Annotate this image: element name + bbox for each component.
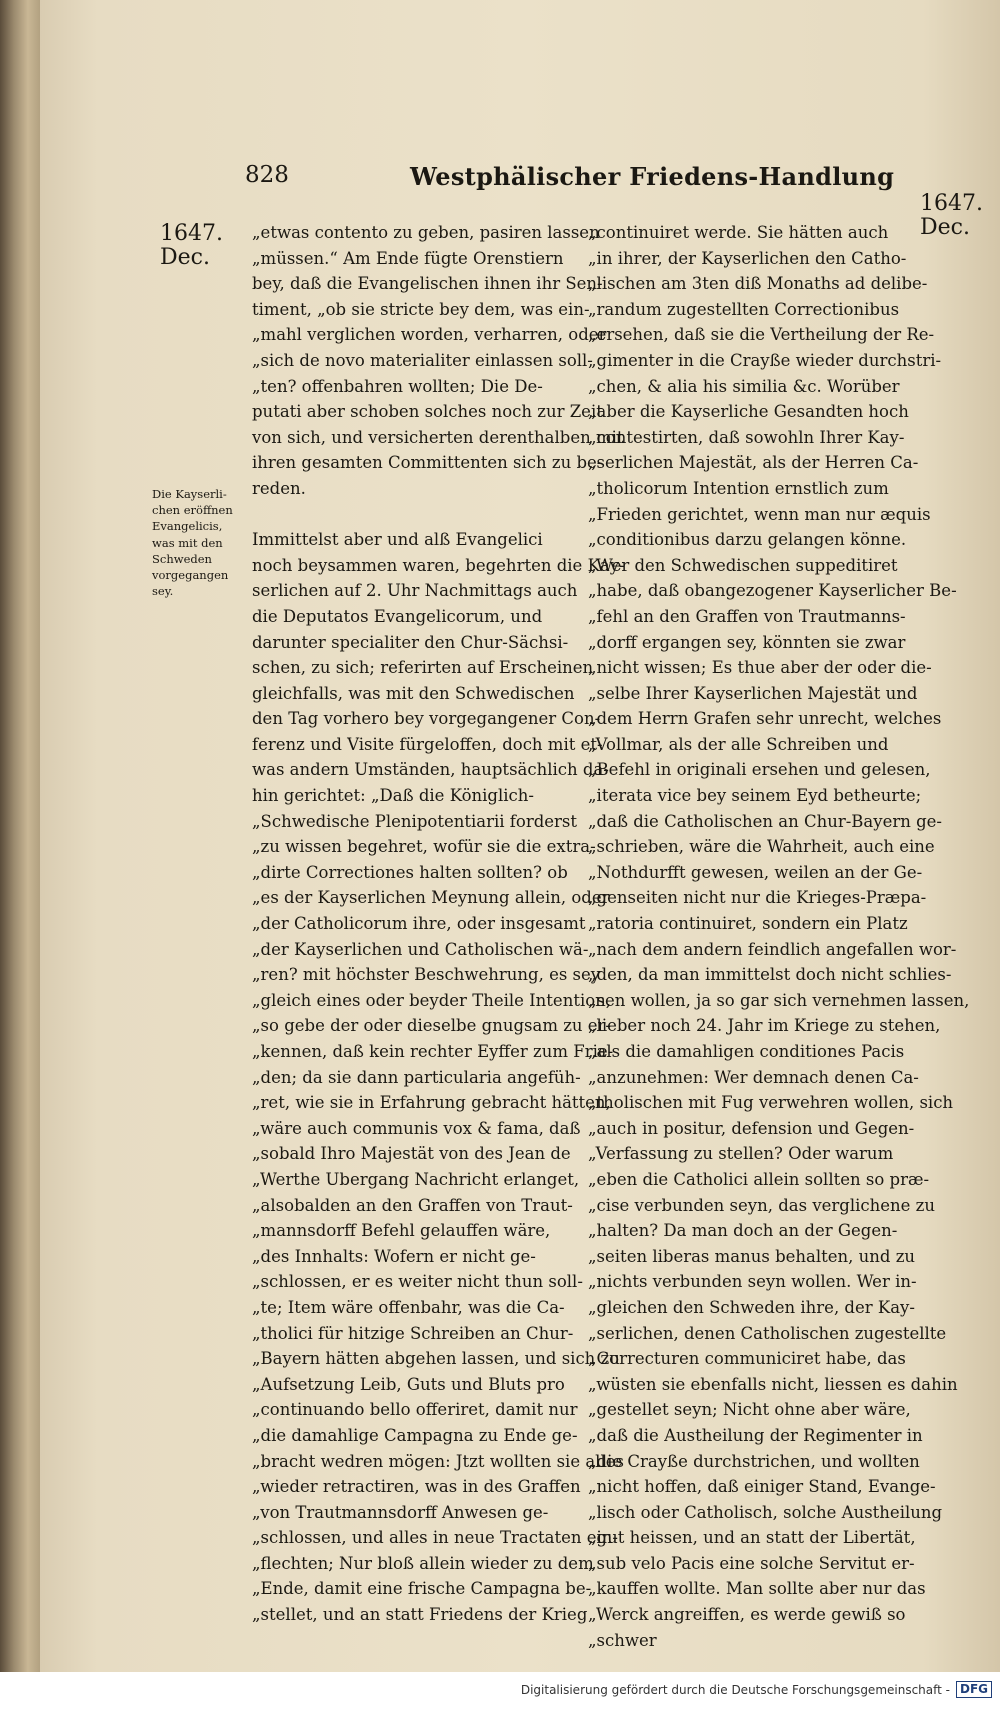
text-line: „es der Kayserlichen Meynung allein, oder	[252, 888, 610, 908]
text-line: „müssen.“ Am Ende fügte Orenstiern	[252, 248, 564, 268]
text-line: ferenz und Visite fürgeloffen, doch mit et-	[252, 734, 603, 754]
text-line: „mahl verglichen worden, verharren, oder	[252, 325, 607, 345]
text-line: „Werthe Ubergang Nachricht erlanget,	[252, 1169, 580, 1189]
text-line: „nicht wissen; Es thue aber der oder die-	[588, 658, 932, 678]
text-line: „Frieden gerichtet, wenn man nur æquis	[588, 504, 931, 524]
dfg-logo: DFG	[956, 1681, 992, 1698]
text-line: bey, daß die Evangelischen ihnen ihr Sen-	[252, 274, 603, 294]
text-line: „sub velo Pacis eine solche Servitut er-	[588, 1553, 915, 1573]
text-line: hin gerichtet: „Daß die Königlich-	[252, 786, 534, 806]
text-line: „tholischen mit Fug verwehren wollen, sich	[588, 1093, 954, 1113]
text-line: „schwer	[588, 1630, 657, 1650]
text-line: „Nothdurfft gewesen, weilen an der Ge-	[588, 862, 923, 882]
text-line: „dem Herrn Grafen sehr unrecht, welches	[588, 709, 942, 729]
text-line: „Correcturen communiciret habe, das	[588, 1349, 906, 1369]
text-line: „gleichen den Schweden ihre, der Kay-	[588, 1297, 915, 1317]
text-line: „dirte Correctiones halten sollten? ob	[252, 862, 568, 882]
text-line: von sich, und versicherten derenthalben mit	[252, 427, 624, 447]
right-margin-date	[920, 192, 983, 240]
text-line: „mannsdorff Befehl gelauffen wäre,	[252, 1221, 551, 1241]
text-line: ihren gesamten Committenten sich zu be-	[252, 453, 603, 473]
text-line: „kauffen wollte. Man sollte aber nur das	[588, 1579, 926, 1599]
text-line: „flechten; Nur bloß allein wieder zu dem	[252, 1553, 594, 1573]
text-line: „continuando bello offeriret, damit nur	[252, 1400, 578, 1420]
page-number: 828	[245, 162, 289, 188]
text-line: „tholicorum Intention ernstlich zum	[588, 478, 889, 498]
text-line: „Aufsetzung Leib, Guts und Bluts pro	[252, 1374, 565, 1394]
text-line: „den; da sie dann particularia angefüh-	[252, 1067, 581, 1087]
text-line: „schrieben, wäre die Wahrheit, auch eine	[588, 837, 935, 857]
text-line: „zu wissen begehret, wofür sie die extra-	[252, 837, 596, 857]
text-line: Immittelst aber und alß Evangelici	[252, 530, 543, 550]
left-text-column	[252, 220, 625, 1628]
text-line: „der Catholicorum ihre, oder insgesamt	[252, 914, 586, 934]
text-line: „wieder retractiren, was in des Graffen	[252, 1477, 581, 1497]
text-line: „nichts verbunden seyn wollen. Wer in-	[588, 1272, 917, 1292]
text-line: „anzunehmen: Wer demnach denen Ca-	[588, 1067, 919, 1087]
text-line: „sich de novo materialiter einlassen soll-	[252, 350, 593, 370]
text-line: „daß die Catholischen an Chur-Bayern ge-	[588, 811, 943, 831]
text-line: gleichfalls, was mit den Schwedischen	[252, 683, 575, 703]
text-line: „cise verbunden seyn, das verglichene zu	[588, 1195, 935, 1215]
text-line: „kennen, daß kein rechter Eyffer zum Frie-	[252, 1042, 614, 1061]
text-line: „wäre auch communis vox & fama, daß	[252, 1118, 581, 1138]
text-line: „daß die Austheilung der Regimenter in	[588, 1425, 923, 1445]
marginal-note-line: vorgegangen	[152, 568, 229, 583]
text-line: reden.	[252, 478, 306, 498]
paragraph-2	[252, 527, 625, 1628]
text-line: „continuiret werde. Sie hätten auch	[588, 223, 889, 242]
text-line: was andern Umständen, hauptsächlich da-	[252, 760, 609, 780]
text-line: „ersehen, daß sie die Vertheilung der Re-	[588, 325, 935, 345]
scanned-page	[40, 0, 1000, 1672]
text-line: „in ihrer, der Kayserlichen den Catho-	[588, 248, 907, 268]
text-line: „genseiten nicht nur die Krieges-Præpa-	[588, 888, 927, 908]
text-line: „dorff ergangen sey, könnten sie zwar	[588, 632, 906, 652]
text-line: timent, „ob sie stricte bey dem, was ein-	[252, 299, 590, 319]
paragraph-1	[252, 220, 624, 502]
text-line: „lisch oder Catholisch, solche Austheilung	[588, 1502, 943, 1522]
paragraph-gap	[252, 502, 582, 528]
text-line: „Schwedische Plenipotentiarii forderst	[252, 811, 578, 831]
text-line: „fehl an den Graffen von Trautmanns-	[588, 606, 906, 626]
text-line: „sobald Ihro Majestät von des Jean de	[252, 1144, 571, 1164]
text-line: „schlossen, und alles in neue Tractaten ein-	[252, 1528, 618, 1548]
text-line: „stellet, und an statt Friedens der Krieg	[252, 1605, 588, 1625]
text-line: „so gebe der oder dieselbe gnugsam zu er-	[252, 1016, 611, 1036]
text-line: „aber die Kayserliche Gesandten hoch	[588, 402, 909, 422]
text-line: „lieber noch 24. Jahr im Kriege zu stehen,	[588, 1016, 941, 1036]
marginal-note-line: Die Kayserli-	[152, 487, 227, 501]
text-line: „von Trautmannsdorff Anwesen ge-	[252, 1502, 549, 1522]
text-line: „habe, daß obangezogener Kayserlicher Be-	[588, 581, 957, 601]
text-line: „ren? mit höchster Beschwehrung, es sey	[252, 965, 601, 985]
marginal-note-line: chen eröffnen	[152, 503, 233, 518]
marginal-note-line: Evangelicis,	[152, 519, 223, 534]
text-line: den Tag vorhero bey vorgegangener Con-	[252, 709, 601, 729]
text-line: „conditionibus darzu gelangen könne.	[588, 530, 907, 550]
text-line: schen, zu sich; referirten auf Erscheinen	[252, 658, 594, 678]
text-line: „ratoria continuiret, sondern ein Platz	[588, 914, 908, 934]
marginal-note-line: Schweden	[152, 551, 212, 566]
year-label: 1647.	[160, 221, 223, 246]
text-line: „gleich eines oder beyder Theile Intention,	[252, 990, 612, 1010]
text-line: „nicht hoffen, daß einiger Stand, Evange-	[588, 1477, 936, 1497]
text-line: „lischen am 3ten diß Monaths ad delibe-	[588, 274, 928, 294]
month-label: Dec.	[160, 245, 210, 270]
text-line: „schlossen, er es weiter nicht thun soll-	[252, 1272, 583, 1292]
text-line: „Ende, damit eine frische Campagna be-	[252, 1579, 592, 1599]
text-line: „chen, & alia his similia &c. Worüber	[588, 376, 900, 396]
text-line: „gimenter in die Crayße wieder durchstri-	[588, 350, 942, 370]
text-line: „seiten liberas manus behalten, und zu	[588, 1246, 916, 1266]
text-line: „ten? offenbahren wollten; Die De-	[252, 376, 543, 396]
text-line: „Befehl in originali ersehen und gelesen,	[588, 760, 931, 780]
text-line: darunter specialiter den Chur-Sächsi-	[252, 632, 569, 652]
text-line: „gut heissen, und an statt der Libertät,	[588, 1528, 916, 1548]
text-line: „serlichen, denen Catholischen zugestellte	[588, 1323, 947, 1343]
year-label: 1647.	[920, 191, 983, 216]
running-title: Westphälischer Friedens-Handlung	[410, 162, 895, 191]
month-label: Dec.	[920, 215, 970, 240]
text-line: „randum zugestellten Correctionibus	[588, 299, 900, 319]
text-line: „gestellet seyn; Nicht ohne aber wäre,	[588, 1400, 911, 1420]
text-line: putati aber schoben solches noch zur Zeit	[252, 402, 603, 422]
marginal-note-line: sey.	[152, 584, 174, 599]
text-line: „Werck angreiffen, es werde gewiß so	[588, 1605, 906, 1625]
book-page-edges	[0, 0, 40, 1672]
text-line: „Bayern hätten abgehen lassen, und sich zu	[252, 1349, 620, 1369]
page-header	[245, 162, 895, 202]
text-line: „die Crayße durchstrichen, und wollten	[588, 1451, 920, 1471]
text-line: „halten? Da man doch an der Gegen-	[588, 1221, 898, 1241]
text-line: „selbe Ihrer Kayserlichen Majestät und	[588, 683, 918, 703]
text-line: „te; Item wäre offenbahr, was die Ca-	[252, 1297, 565, 1317]
text-line: „sen wollen, ja so gar sich vernehmen lassen,	[588, 990, 970, 1010]
text-line: „Verfassung zu stellen? Oder warum	[588, 1144, 894, 1164]
marginal-note-line: was mit den	[152, 535, 223, 550]
text-line: „iterata vice bey seinem Eyd betheurte;	[588, 786, 922, 806]
text-line: „ret, wie sie in Erfahrung gebracht hätten,	[252, 1093, 611, 1113]
text-line: „der Kayserlichen und Catholischen wä-	[252, 939, 589, 959]
text-line: „bracht wedren mögen: Jtzt wollten sie alles	[252, 1451, 624, 1471]
text-line: die Deputatos Evangelicorum, und	[252, 606, 543, 626]
text-line: „tholici für hitzige Schreiben an Chur-	[252, 1323, 574, 1343]
text-line: „auch in positur, defension und Gegen-	[588, 1118, 915, 1138]
text-line: „Wer den Schwedischen suppeditiret	[588, 555, 898, 575]
text-line: serlichen auf 2. Uhr Nachmittags auch	[252, 581, 578, 601]
text-line: noch beysammen waren, begehrten die Kay-	[252, 555, 625, 575]
text-line: „wüsten sie ebenfalls nicht, liessen es dahin	[588, 1374, 958, 1394]
text-line: „alsobalden an den Graffen von Traut-	[252, 1195, 573, 1215]
digitization-footer	[0, 1672, 1000, 1710]
marginal-note	[152, 486, 244, 599]
text-line: „nach dem andern feindlich angefallen wor-	[588, 939, 957, 959]
text-line: „etwas contento zu geben, pasiren lassen	[252, 223, 600, 242]
text-line: „die damahlige Campagna zu Ende ge-	[252, 1425, 578, 1445]
text-line: „Vollmar, als der alle Schreiben und	[588, 734, 889, 754]
funding-credit: Digitalisierung gefördert durch die Deutsche Forschungsgemeinschaft -	[520, 1683, 950, 1697]
text-line: „des Innhalts: Wofern er nicht ge-	[252, 1246, 536, 1266]
text-line: „als die damahligen conditiones Pacis	[588, 1042, 905, 1061]
text-line: „eben die Catholici allein sollten so præ-	[588, 1169, 930, 1189]
text-line: „serlichen Majestät, als der Herren Ca-	[588, 453, 919, 473]
left-margin-date	[160, 222, 223, 270]
text-line: „den, da man immittelst doch nicht schlies-	[588, 965, 952, 985]
text-line: „contestirten, daß sowohln Ihrer Kay-	[588, 427, 905, 447]
